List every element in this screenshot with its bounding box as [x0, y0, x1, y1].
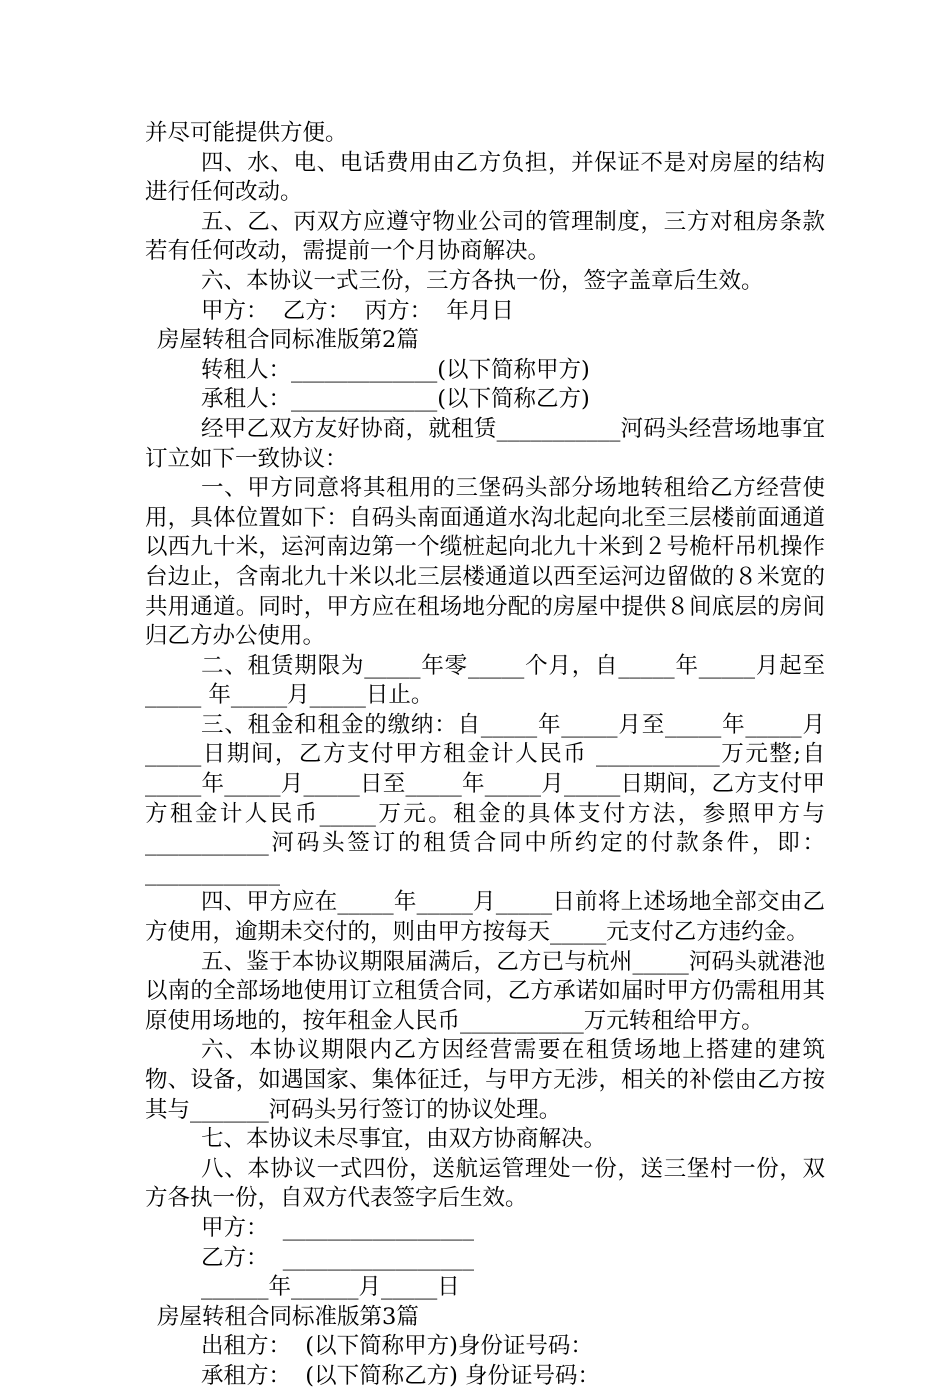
clause-eight-copies: 八、本协议一式四份，送航运管理处一份，送三堡村一份，双方各执一份，自双方代表签字后生效。	[145, 1155, 825, 1212]
section-heading-2: 房屋转租合同标准版第2篇	[157, 327, 419, 354]
agreement-intro: 经甲乙双方友好协商，就租赁___________河码头经营场地事宜订立如下一致协议：	[145, 415, 825, 472]
clause-utilities: 四、水、电、电话费用由乙方负担，并保证不是对房屋的结构进行任何改动。	[145, 149, 825, 206]
clause-property-rules: 五、乙、丙双方应遵守物业公司的管理制度，三方对租房条款若有任何改动，需提前一个月协商解决。	[145, 208, 825, 265]
clause-two-term: 二、租赁期限为_____年零_____个月，自_____年_____月起至_____ 年_____月_____日止。	[145, 652, 825, 709]
clause-five-renewal: 五、鉴于本协议期限届满后，乙方已与杭州_____河码头就港池以南的全部场地使用订立租赁合同，乙方承诺如届时甲方仍需租用其原使用场地的，按年租金人民币___________万元转租给甲方。	[145, 948, 825, 1034]
lessee-line: 承租人：_____________(以下简称乙方)	[201, 386, 590, 413]
document-page	[145, 119, 825, 1392]
section-heading-3: 房屋转租合同标准版第3篇	[157, 1303, 419, 1330]
clause-six-relocation: 六、本协议期限内乙方因经营需要在租赁场地上搭建的建筑物、设备，如遇国家、集体征迁，与甲方无涉，相关的补偿由乙方按其与_______河码头另行签订的协议处理。	[145, 1037, 825, 1123]
clause-one-location: 一、甲方同意将其租用的三堡码头部分场地转租给乙方经营使用，具体位置如下：自码头南面通道水沟北起向北至三层楼前面通道以西九十米，运河南边第一个缆桩起向北九十米到２号桅杆吊机操作台边止，含南北九十米以北三层楼通道以西至运河边留做的８米宽的共用通道。同时，甲方应在租场地分配的房屋中提供８间底层的房间归乙方办公使用。	[145, 475, 825, 650]
lessee-id-line: 承租方： (以下简称乙方) 身份证号码：	[201, 1362, 601, 1389]
clause-copies-three: 六、本协议一式三份，三方各执一份，签字盖章后生效。	[201, 267, 764, 294]
text-line-continuation: 并尽可能提供方便。	[145, 120, 348, 146]
signature-party-b: 乙方： _________________	[201, 1244, 475, 1271]
clause-seven-misc: 七、本协议未尽事宜，由双方协商解决。	[201, 1126, 607, 1153]
signature-line-1: 甲方： 乙方： 丙方： 年月日	[201, 297, 514, 324]
clause-three-rent: 三、租金和租金的缴纳：自_____年_____月至_____年_____月_____日期间，乙方支付甲方租金计人民币 ___________万元整;自_____年_____月_____日至_____年_____月_____日期间，乙方支付甲方租金计人民币_____万元。租金的具体支付方法，参照甲方与___________河码头签订的租赁合同中所约定的付款条件，即： ____________	[145, 711, 825, 886]
clause-four-delivery: 四、甲方应在_____年_____月_____日前将上述场地全部交由乙方使用，逾期未交付的，则由甲方按每天_____元支付乙方违约金。	[145, 889, 825, 946]
lessor-id-line: 出租方： (以下简称甲方)身份证号码：	[201, 1333, 593, 1360]
signature-date: ______年______月_____日	[201, 1274, 460, 1301]
sublessor-line: 转租人：_____________(以下简称甲方)	[201, 356, 590, 383]
signature-party-a: 甲方： _________________	[201, 1214, 475, 1241]
